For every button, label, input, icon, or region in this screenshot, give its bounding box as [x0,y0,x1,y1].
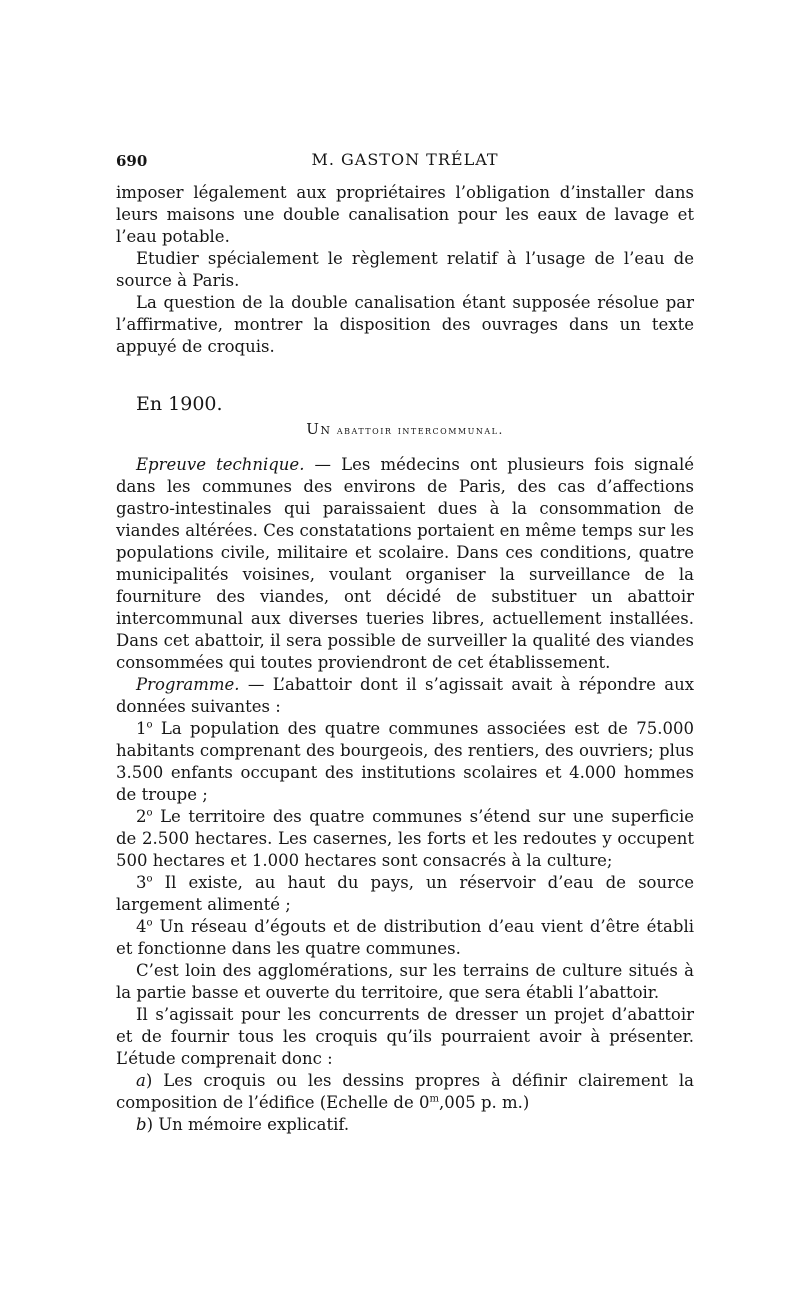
closing-paragraph: C’est loin des agglomérations, sur les terrains de culture situés à la partie basse et ouverte du territoire, que sera établi l’abattoir. [116,961,694,1002]
closing-paragraph: Il s’agissait pour les concurrents de dresser un projet d’abattoir et de fournir tous les croquis qu’ils pourraient avoir à présenter. L’étude comprenait donc : [116,1005,694,1068]
item-ordinal: o [146,873,153,885]
epreuve-label: Epreuve technique. [136,455,305,474]
programme-text: — L’abattoir dont il s’agissait avait à répondre aux données suivantes : [116,675,694,716]
programme-item [116,806,694,872]
subtitle-initial: Un [306,420,332,438]
item-ordinal: o [146,807,153,819]
section-subtitle [116,420,694,438]
study-a-text: ) Les croquis ou les dessins propres à définir clairement la composition de l’édifice (Echelle de 0 [116,1071,694,1112]
intro-paragraph: La question de la double canalisation étant supposée résolue par l’affirmative, montrer la disposition des ouvrages dans un texte appuyé de croquis. [116,293,694,356]
item-text: Il existe, au haut du pays, un réservoir d’eau de source largement alimenté ; [116,873,694,914]
epreuve-text: — Les médecins ont plusieurs fois signalé dans les communes des environs de Paris, des cas d’affections gastro-intestinales qui paraissaient dues à la consommation de viandes altérées. Ces constatations portaient en même temps sur les populations civile, militaire et scolaire. Dans ces conditions, quatre municipalités voisines, voulant organiser la surveillance de la fourniture des viandes, ont décidé de substituer un abattoir intercommunal aux diverses tueries libres, actuellement installées. Dans cet abattoir, il sera possible de surveiller la qualité des viandes consommées qui toutes proviendront de cet établissement. [116,455,694,672]
item-number: 4 [136,917,147,936]
book-page [116,148,694,1136]
study-item-b [116,1114,694,1136]
item-text: Le territoire des quatre communes s’étend sur une superficie de 2.500 hectares. Les casernes, les forts et les redoutes y occupent 500 hectares et 1.000 hectares sont consacrés à la culture; [116,807,694,870]
page-number: 690 [116,152,148,170]
epreuve-paragraph [116,454,694,674]
programme-item [116,916,694,960]
running-title: M. GASTON TRÉLAT [311,150,499,169]
programme-label: Programme. [136,675,240,694]
item-number: 3 [136,873,147,892]
programme-item [116,718,694,806]
study-a-text-end: ,005 p. m.) [438,1093,530,1112]
study-b-text: ) Un mémoire explicatif. [146,1115,350,1134]
intro-paragraph-continued: imposer légalement aux propriétaires l’obligation d’installer dans leurs maisons une double canalisation pour les eaux de lavage et l’eau potable. [116,183,694,246]
study-b-label: b [136,1115,147,1134]
item-ordinal: o [146,917,153,929]
item-number: 2 [136,807,147,826]
running-head [116,148,694,182]
study-item-a [116,1070,694,1114]
item-text: Un réseau d’égouts et de distribution d’eau vient d’être établi et fonctionne dans les quatre communes. [116,917,694,958]
section-title: En 1900. [136,393,223,415]
subtitle-rest: abattoir intercommunal. [336,423,504,437]
item-text: La population des quatre communes associées est de 75.000 habitants comprenant des bourgeois, des rentiers, des ouvriers; plus 3.500 enfants occupant des institutions scolaires et 4.000 hommes de troupe ; [116,719,694,804]
study-a-label: a [136,1071,146,1090]
item-number: 1 [136,719,147,738]
intro-paragraph: Etudier spécialement le règlement relatif à l’usage de l’eau de source à Paris. [116,249,694,290]
programme-paragraph [116,674,694,718]
item-ordinal: o [146,719,153,731]
programme-item [116,872,694,916]
study-a-sup: m [429,1093,439,1105]
